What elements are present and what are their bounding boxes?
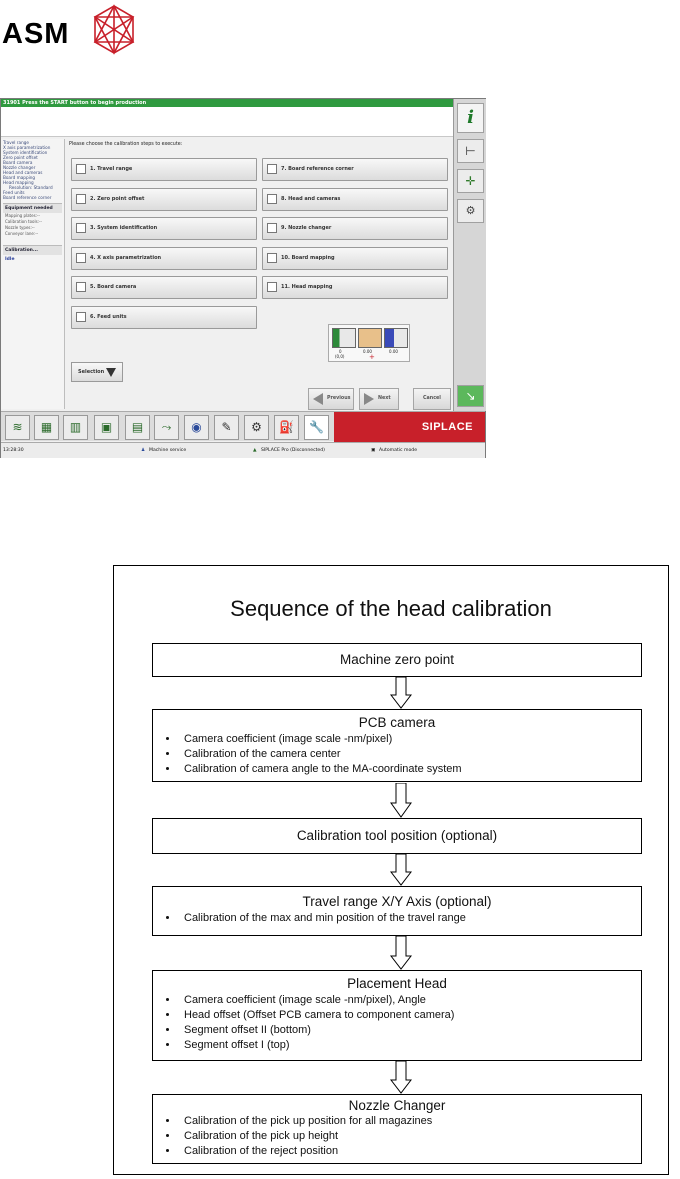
cal-button-label: 1. Travel range: [90, 166, 133, 172]
left-status-panel: [1, 139, 65, 409]
cal-button-feed-units[interactable]: [71, 306, 257, 329]
flow-box-title: PCB camera: [358, 715, 436, 730]
task-button[interactable]: [244, 415, 269, 440]
counter-green-icon: [332, 328, 356, 348]
flow-box-title: Travel range X/Y Axis (optional): [302, 894, 492, 909]
selection-button[interactable]: [71, 362, 123, 382]
calibration-screenshot: [0, 98, 486, 458]
bar-chart-icon: ▥: [69, 420, 82, 434]
flow-box-nozzle-changer: [152, 1094, 642, 1164]
flow-box-list: [153, 1114, 641, 1159]
cal-button-label: 10. Board mapping: [281, 255, 335, 261]
next-button[interactable]: [359, 388, 399, 410]
wrench-icon: 🔧: [309, 420, 324, 434]
equipment-item: Nozzle types:--: [5, 225, 35, 230]
siplace-brand: SIPLACE: [334, 412, 485, 442]
task-button-service[interactable]: [304, 415, 329, 440]
grid-icon: ▦: [40, 420, 53, 434]
cal-button-label: 7. Board reference corner: [281, 166, 354, 172]
status-time: 13:28:30: [3, 448, 24, 453]
checkbox[interactable]: [76, 253, 86, 263]
cal-button-travel-range[interactable]: [71, 158, 257, 181]
asm-logo: [0, 4, 140, 56]
connection-icon: ▲: [253, 448, 257, 453]
checkbox[interactable]: [76, 312, 86, 322]
step-item: Board camera: [3, 160, 33, 165]
checkbox[interactable]: [267, 223, 277, 233]
message-title-bar: 31901 Press the START button to begin production: [1, 99, 453, 107]
checkbox[interactable]: [267, 194, 277, 204]
task-button[interactable]: [94, 415, 119, 440]
down-arrow-icon: [390, 854, 412, 886]
cal-button-label: 9. Nozzle changer: [281, 225, 332, 231]
tool-button-3[interactable]: [457, 199, 484, 223]
cal-button-zero-point-offset[interactable]: [71, 188, 257, 211]
selection-label: Selection: [78, 369, 105, 375]
equipment-item: Mapping plates:--: [5, 213, 40, 218]
pen-icon: ✎: [221, 420, 232, 434]
step-item: Resolution: Standard: [9, 185, 53, 190]
line-chart-icon: ⤳: [161, 420, 172, 434]
equipment-item: Conveyor lane:--: [5, 231, 39, 236]
axis-icon: ⊢: [465, 144, 476, 158]
list-item: • Calibration of the max and min position of the travel range: [179, 911, 641, 926]
list-item: • Camera coefficient (image scale -nm/pixel), Angle: [179, 993, 641, 1008]
asm-logo-mark-icon: [92, 4, 136, 56]
info-button[interactable]: [457, 103, 484, 133]
list-item: • Head offset (Offset PCB camera to component camera): [179, 1008, 641, 1023]
cal-button-head-and-cameras[interactable]: [262, 188, 448, 211]
previous-label: Previous: [327, 396, 351, 401]
task-bar: [1, 411, 485, 441]
down-arrow-icon: [390, 1061, 412, 1094]
equipment-item: Calibration tools:--: [5, 219, 42, 224]
oil-can-icon: ⛽: [279, 420, 294, 434]
flow-box-calibration-tool: [152, 818, 642, 854]
info-icon: i: [467, 107, 474, 128]
save-icon: ▣: [100, 420, 113, 434]
step-item: X axis parametrization: [3, 145, 51, 150]
step-item: Head and cameras: [3, 170, 43, 175]
list-item: • Calibration of camera angle to the MA-coordinate system: [179, 762, 641, 777]
camera-icon: ◉: [191, 420, 202, 434]
flow-box-placement-head: [152, 970, 642, 1061]
cal-button-head-mapping[interactable]: [262, 276, 448, 299]
cal-button-nozzle-changer[interactable]: [262, 217, 448, 240]
counter-coord: (0,0): [335, 354, 345, 359]
arrow-left-icon: [313, 393, 323, 405]
cancel-button[interactable]: [413, 388, 451, 410]
check-icon: ↘: [465, 389, 476, 403]
cal-button-board-camera[interactable]: [71, 276, 257, 299]
cal-button-label: 2. Zero point offset: [90, 196, 145, 202]
cal-button-label: 5. Board camera: [90, 284, 137, 290]
message-area: [1, 107, 453, 137]
task-button[interactable]: [5, 415, 30, 440]
checkbox[interactable]: [76, 223, 86, 233]
step-item: System identification: [3, 150, 48, 155]
logo-text: ASM: [2, 18, 70, 50]
checkbox[interactable]: [267, 282, 277, 292]
next-label: Next: [378, 396, 391, 401]
list-item: • Camera coefficient (image scale -nm/pixel): [179, 732, 641, 747]
calibration-step-list: [3, 140, 62, 200]
cal-button-label: 3. System identification: [90, 225, 158, 231]
diagram-title: Sequence of the head calibration: [230, 596, 552, 621]
list-item: • Segment offset I (top): [179, 1038, 641, 1053]
task-button[interactable]: [125, 415, 150, 440]
user-icon: ♟: [141, 448, 146, 453]
counter-a: 0: [339, 349, 342, 354]
step-item: Zero point offset: [3, 155, 38, 160]
flow-box-list: [153, 911, 641, 926]
flow-box-title: Placement Head: [347, 976, 447, 991]
flow-box-machine-zero-point: [152, 643, 642, 677]
book-icon: ▤: [131, 420, 144, 434]
flow-box-pcb-camera: [152, 709, 642, 782]
plus-icon: +: [369, 353, 375, 361]
down-arrow-icon: [390, 677, 412, 709]
flow-box-title: Machine zero point: [339, 652, 455, 667]
equipment-heading: Equipment needed: [3, 203, 62, 213]
step-item: Travel range: [3, 140, 29, 145]
cal-button-label: 6. Feed units: [90, 314, 127, 320]
task-button[interactable]: [154, 415, 179, 440]
checkbox[interactable]: [76, 164, 86, 174]
status-auto: Automatic mode: [379, 448, 418, 453]
checkbox[interactable]: [267, 253, 277, 263]
list-item: • Calibration of the camera center: [179, 747, 641, 762]
step-item: Board reference corner: [3, 195, 52, 200]
counter-display: [328, 324, 410, 362]
counter-orange-icon: [358, 328, 382, 348]
cal-button-system-identification[interactable]: [71, 217, 257, 240]
step-item: Feed units: [3, 190, 25, 195]
down-arrow-icon: [390, 936, 412, 970]
tool-button-1[interactable]: [457, 139, 484, 163]
cal-button-board-mapping[interactable]: [262, 247, 448, 270]
checkbox[interactable]: [76, 194, 86, 204]
counter-c: 0.00: [389, 349, 398, 354]
chevron-down-icon: [106, 368, 116, 377]
task-button[interactable]: [34, 415, 59, 440]
confirm-button[interactable]: [457, 385, 484, 407]
previous-button[interactable]: [308, 388, 354, 410]
right-toolbar: [453, 99, 486, 411]
list-item: • Segment offset II (bottom): [179, 1023, 641, 1038]
auto-mode-icon: ▣: [371, 448, 376, 453]
checkbox[interactable]: [76, 282, 86, 292]
list-item: • Calibration of the pick up height: [179, 1129, 641, 1144]
status-mode: Machine service: [149, 448, 187, 453]
task-button[interactable]: [184, 415, 209, 440]
cal-button-label: 4. X axis parametrization: [90, 255, 162, 261]
step-item: Head mapping: [3, 180, 34, 185]
counter-b: 0.00: [363, 349, 372, 354]
calibration-main-area: [67, 139, 452, 409]
counter-blue-icon: [384, 328, 408, 348]
tool-button-2[interactable]: [457, 169, 484, 193]
status-idle: Idle: [5, 257, 15, 262]
calibration-label: Calibration...: [3, 245, 62, 255]
list-item: • Calibration of the reject position: [179, 1144, 641, 1159]
down-arrow-icon: [390, 783, 412, 818]
arrow-right-icon: [364, 393, 374, 405]
calibration-prompt: Please choose the calibration steps to execute:: [69, 142, 183, 147]
flow-box-travel-range: [152, 886, 642, 936]
calibration-sequence-diagram: [113, 565, 669, 1175]
step-item: Board mapping: [3, 175, 36, 180]
settings-icon: ⚙: [465, 204, 476, 217]
step-item: Nozzle changer: [3, 165, 36, 170]
task-button[interactable]: [274, 415, 299, 440]
stack-icon: ≋: [12, 420, 23, 434]
flow-box-title: Calibration tool position (optional): [296, 828, 498, 843]
task-button[interactable]: [214, 415, 239, 440]
cal-button-x-axis[interactable]: [71, 247, 257, 270]
gears-icon: ⚙: [251, 420, 262, 434]
list-item: • Calibration of the pick up position for all magazines: [179, 1114, 641, 1129]
crosshair-icon: ✛: [465, 174, 476, 188]
flow-box-list: [153, 993, 641, 1053]
status-connection: SIPLACE Pro (Disconnected): [261, 448, 325, 453]
cal-button-label: 11. Head mapping: [281, 284, 333, 290]
flow-box-title: Nozzle Changer: [348, 1098, 446, 1113]
cal-button-label: 8. Head and cameras: [281, 196, 341, 202]
flow-box-list: [153, 732, 641, 777]
cancel-label: Cancel: [423, 396, 441, 401]
cal-button-board-reference-corner[interactable]: [262, 158, 448, 181]
checkbox[interactable]: [267, 164, 277, 174]
status-bar: [1, 442, 485, 458]
task-button[interactable]: [63, 415, 88, 440]
